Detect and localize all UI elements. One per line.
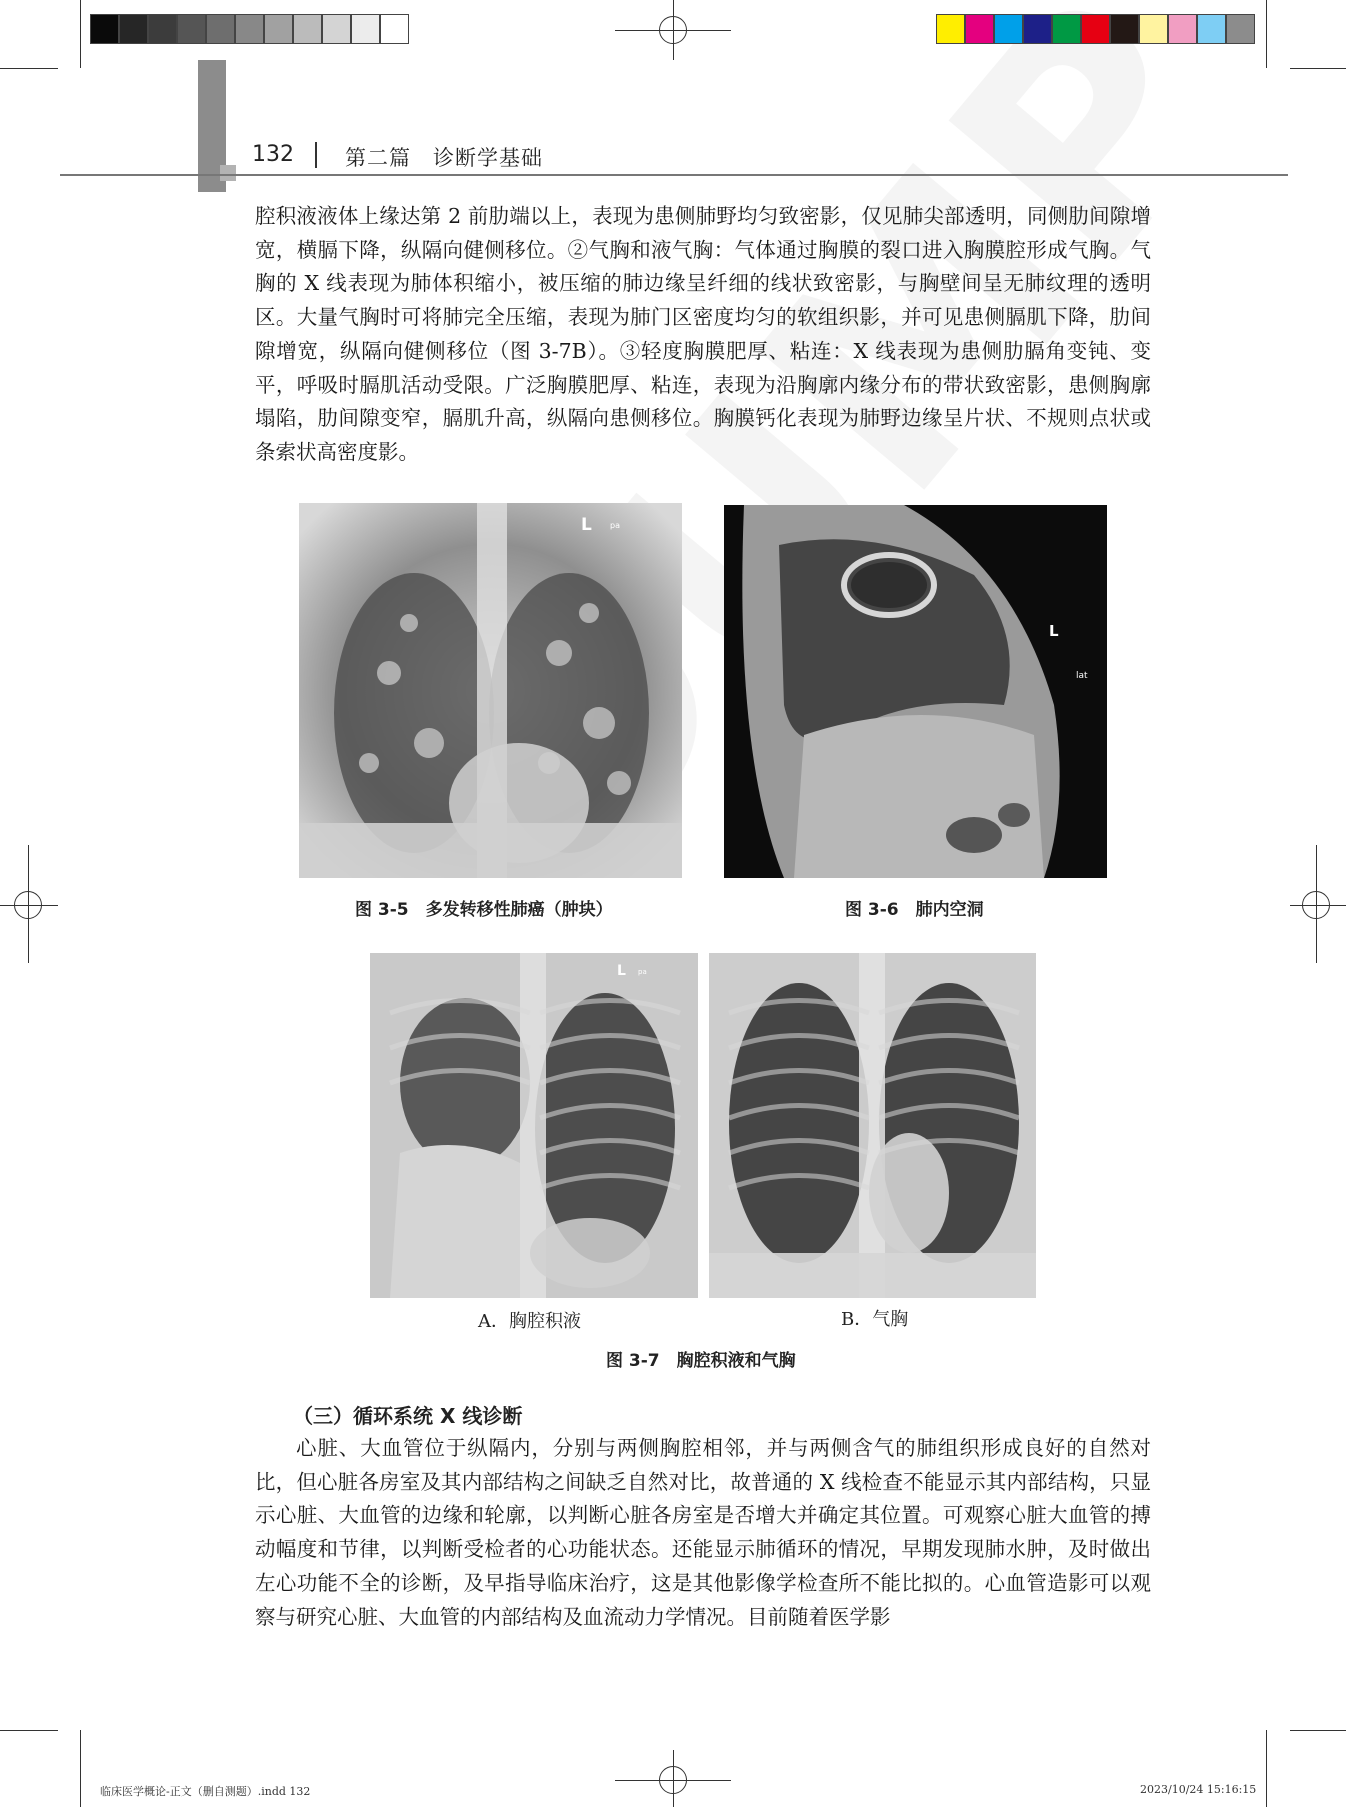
color-swatch — [1052, 14, 1081, 44]
color-swatch — [965, 14, 994, 44]
figure-3-7a-subcaption: A．胸腔积液 — [478, 1311, 581, 1332]
figure-3-6-side-marker: L — [1049, 622, 1059, 640]
figure-3-5-caption: 图 3-5 多发转移性肺癌（肿块） — [355, 900, 613, 920]
footer-timestamp: 2023/10/24 15:16:15 — [1140, 1783, 1257, 1796]
figure-3-7a-side-marker: L — [617, 963, 626, 979]
figure-3-6-caption: 图 3-6 肺内空洞 — [845, 900, 984, 920]
color-swatch — [264, 14, 293, 44]
body-paragraph-1: 腔积液液体上缘达第 2 前肋端以上，表现为患侧肺野均匀致密影，仅见肺尖部透明，同侧肋间隙增宽，横膈下降，纵隔向健侧移位。②气胸和液气胸：气体通过胸膜的裂口进入胸膜腔形成气胸。气胸的 X 线表现为肺体积缩小，被压缩的肺边缘呈纤细的线状致密影，与胸壁间呈无肺纹理的透明区。大量气胸时可将肺完全压缩，表现为肺门区密度均匀的软组织影，并可见患侧膈肌下降，肋间隙增宽，纵隔向健侧移位（图 3-7B）。③轻度胸膜肥厚、粘连：X 线表现为患侧肋膈角变钝、变平，呼吸时膈肌活动受限。广泛胸膜肥厚、粘连，表现为沿胸廓内缘分布的带状致密影，患侧胸廓塌陷，肋间隙变窄，膈肌升高，纵隔向患侧移位。胸膜钙化表现为肺野边缘呈片状、不规则点状或条索状高密度影。 — [255, 204, 1151, 464]
section-heading: （三）循环系统 X 线诊断 — [293, 1404, 523, 1428]
color-swatch — [293, 14, 322, 44]
running-header-title: 第二篇 诊断学基础 — [345, 146, 543, 170]
figure-3-7-caption: 图 3-7 胸腔积液和气胸 — [606, 1351, 796, 1371]
color-swatch — [1110, 14, 1139, 44]
figure-3-7a-view-marker: pa — [638, 968, 647, 976]
figure-3-5-side-marker: L — [581, 515, 592, 535]
figure-3-6-view-marker: lat — [1076, 671, 1088, 681]
color-swatch — [148, 14, 177, 44]
color-swatch — [1168, 14, 1197, 44]
color-swatch — [119, 14, 148, 44]
body-paragraph-2: 心脏、大血管位于纵隔内，分别与两侧胸腔相邻，并与两侧含气的肺组织形成良好的自然对比，但心脏各房室及其内部结构之间缺乏自然对比，故普通的 X 线检查不能显示其内部结构，只显示心脏、大血管的边缘和轮廓，以判断心脏各房室是否增大并确定其位置。可观察心脏大血管的搏动幅度和节律，以判断受检者的心功能状态。还能显示肺循环的情况，早期发现肺水肿，及时做出左心功能不全的诊断，及早指导临床治疗，这是其他影像学检查所不能比拟的。心血管造影可以观察与研究心脏、大血管的内部结构及血流动力学情况。目前随着医学影 — [255, 1436, 1151, 1629]
color-swatch — [1197, 14, 1226, 44]
page-number: 132 — [252, 142, 294, 167]
color-swatch — [1139, 14, 1168, 44]
color-swatch — [206, 14, 235, 44]
color-swatch — [1226, 14, 1255, 44]
header-rule — [60, 174, 1288, 176]
figure-3-7b-image — [709, 953, 1036, 1298]
color-swatch — [90, 14, 119, 44]
color-swatch — [994, 14, 1023, 44]
figure-3-5-view-marker: pa — [610, 521, 620, 530]
color-swatch — [322, 14, 351, 44]
figure-3-5-image — [299, 503, 682, 878]
header-side-bar-tip — [220, 165, 236, 181]
color-swatch — [235, 14, 264, 44]
figure-3-6-image — [724, 505, 1107, 878]
header-separator — [315, 142, 317, 168]
figure-3-7a-image — [370, 953, 698, 1298]
color-swatch — [1023, 14, 1052, 44]
footer-file-slug: 临床医学概论-正文（删自测题）.indd 132 — [100, 1785, 311, 1798]
color-swatch — [936, 14, 965, 44]
color-swatch — [1081, 14, 1110, 44]
color-swatch — [177, 14, 206, 44]
color-swatch — [380, 14, 409, 44]
color-swatch — [351, 14, 380, 44]
figure-3-7b-subcaption: B．气胸 — [841, 1309, 909, 1330]
